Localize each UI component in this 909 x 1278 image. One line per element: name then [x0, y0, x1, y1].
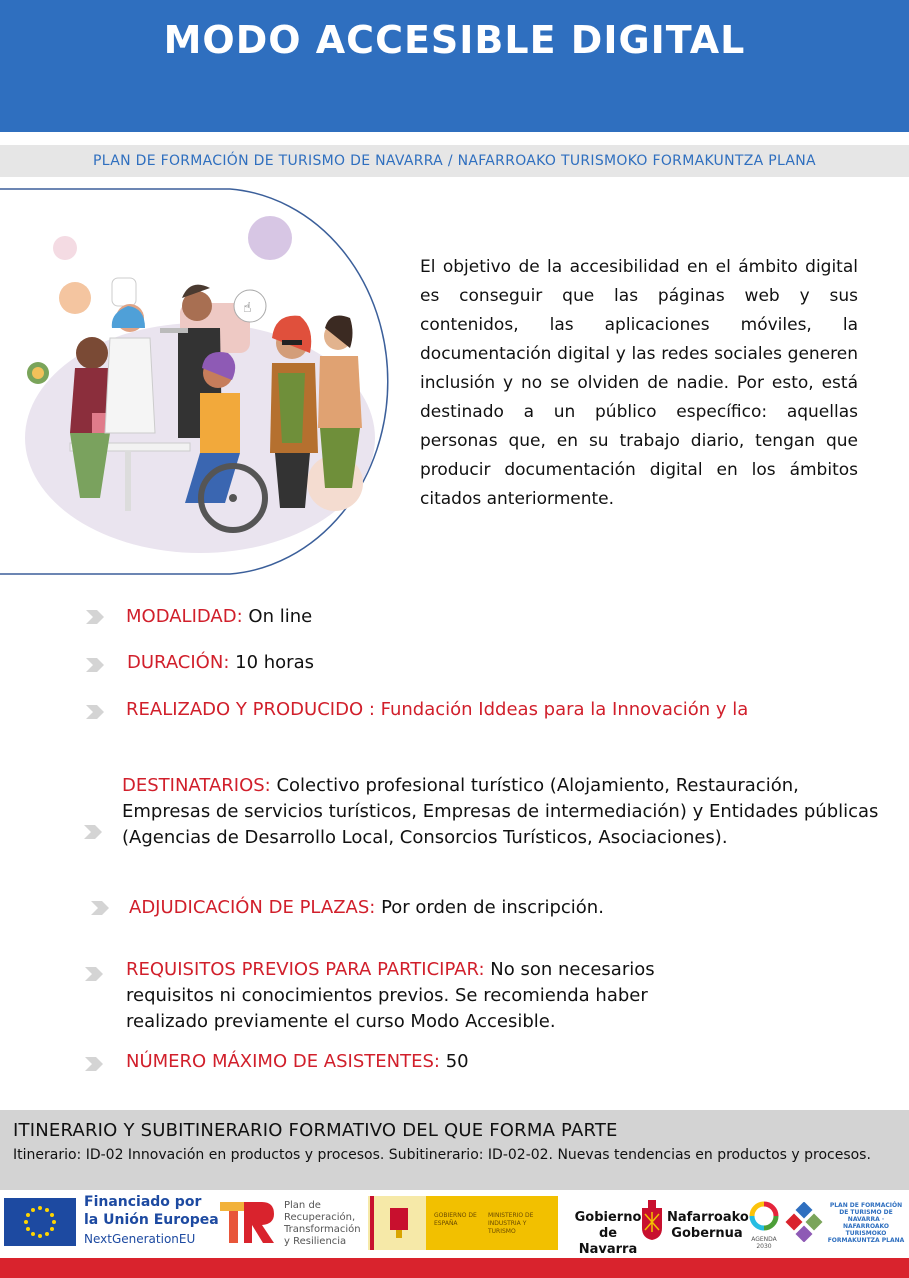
subtitle-bar — [0, 145, 909, 177]
chevron-right-icon — [83, 965, 105, 983]
bottom-red-bar — [0, 1258, 909, 1278]
maximo-label: NÚMERO MÁXIMO DE ASISTENTES: — [126, 1051, 440, 1072]
chevron-right-icon — [87, 899, 113, 917]
modalidad-label: MODALIDAD: — [126, 606, 243, 627]
chevron-right-icon — [83, 1055, 105, 1073]
ministerio-text: MINISTERIO DE INDUSTRIA Y TURISMO — [488, 1212, 534, 1235]
eu-line3: NextGenerationEU — [84, 1232, 196, 1246]
chevron-right-icon — [84, 703, 106, 721]
svg-text:☝: ☝ — [243, 300, 252, 316]
eu-line2: la Unión Europea — [84, 1212, 219, 1228]
plan-formacion-text: PLAN DE FORMACIÓN DE TURISMO DE NAVARRA · NAFARROAKO TURISMOKO FORMAKUNTZA PLANA — [827, 1202, 905, 1244]
duracion-value: 10 horas — [235, 652, 314, 673]
adjudicacion-label: ADJUDICACIÓN DE PLAZAS: — [129, 897, 376, 918]
gobierno-espana-logo — [368, 1196, 558, 1250]
subtitle: PLAN DE FORMACIÓN DE TURISMO DE NAVARRA / NAFARROAKO TURISMOKO FORMAKUNTZA PLANA — [93, 153, 816, 169]
page-title: MODO ACCESIBLE DIGITAL — [163, 18, 746, 62]
chevron-right-icon — [84, 608, 106, 626]
nafarroako-text: Nafarroako Gobernua — [667, 1210, 749, 1241]
intro-paragraph: El objetivo de la accesibilidad en el ámbito digital es conseguir que las páginas web y sus contenidos, las aplicaciones móviles, la documentación digital y las redes sociales generen inclusión y no se olviden de nadie. Por esto, está destinado a un público específico: aquellas personas que, en su trabajo diario, tengan que producir documentación digital en los ámbitos citados anteriormente. — [420, 257, 858, 509]
agenda-2030-text: AGENDA 2030 — [751, 1236, 777, 1250]
requisitos-value: No son necesarios requisitos ni conocimientos previos. Se recomienda haber realizado previamente el curso Modo Accesible. — [126, 959, 655, 1032]
eu-line1: Financiado por — [84, 1194, 202, 1210]
spain-coat-of-arms-icon — [368, 1196, 426, 1250]
people-with-disabilities-illustration — [0, 188, 390, 576]
maximo-value: 50 — [445, 1051, 469, 1072]
adjudicacion-value: Por orden de inscripción. — [381, 897, 604, 918]
sponsor-logos — [0, 1192, 909, 1257]
eu-flag-icon — [4, 1198, 76, 1246]
itinerary-section — [0, 1110, 909, 1190]
chevron-right-icon — [84, 656, 106, 674]
gobierno-espana-text: GOBIERNO DE ESPAÑA — [434, 1212, 477, 1227]
itinerary-title: ITINERARIO Y SUBITINERARIO FORMATIVO DEL QUE FORMA PARTE — [13, 1120, 618, 1141]
gobierno-navarra-text: Gobierno de Navarra — [574, 1210, 642, 1257]
plan-formacion-logo-icon — [784, 1202, 824, 1242]
realizado-label: REALIZADO Y PRODUCIDO : Fundación Iddeas para la Innovación y la — [126, 699, 749, 720]
chevron-right-icon — [82, 823, 104, 841]
itinerary-text: Itinerario: ID-02 Innovación en productos y procesos. Subitinerario: ID-02-02. Nuevas tendencias en productos y procesos. — [13, 1147, 871, 1163]
header-banner — [0, 0, 909, 132]
recovery-plan-text: Plan de Recuperación, Transformación y Resiliencia — [284, 1200, 361, 1247]
duracion-label: DURACIÓN: — [127, 652, 230, 673]
requisitos-label: REQUISITOS PREVIOS PARA PARTICIPAR: — [126, 959, 485, 980]
recovery-plan-logo-icon — [218, 1198, 276, 1246]
modalidad-value: On line — [248, 606, 313, 627]
destinatarios-value: Colectivo profesional turístico (Alojamiento, Restauración, Empresas de servicios turísticos, Empresas de intermediación) y Entidades públicas (Agencias de Desarrollo Local, Consorcios Turísticos, Asociaciones). — [122, 775, 879, 848]
navarra-shield-icon — [639, 1200, 665, 1240]
destinatarios-label: DESTINATARIOS: — [122, 775, 271, 796]
